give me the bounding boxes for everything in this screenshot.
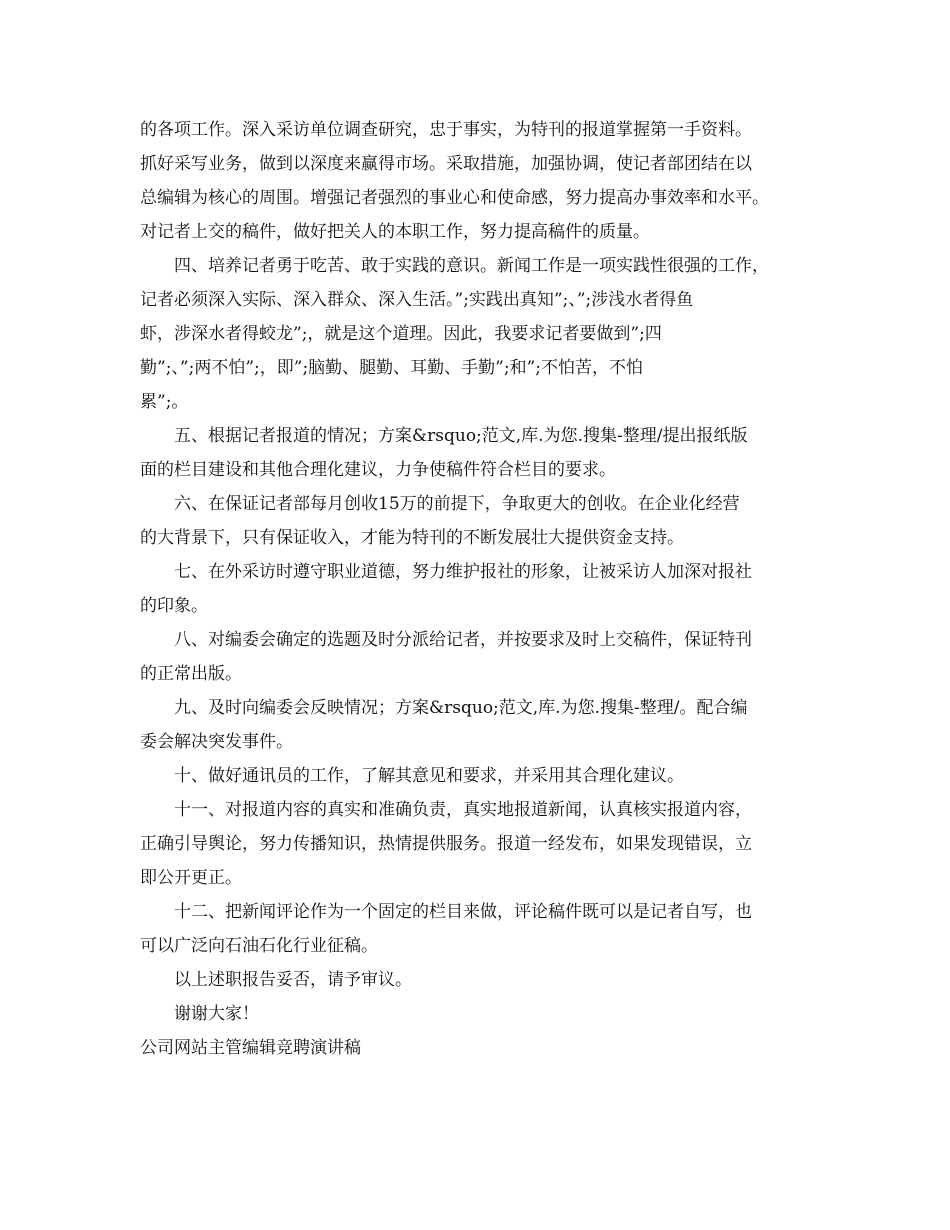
text-line: 虾，涉深水者得蛟龙”;，就是这个道理。因此，我要求记者要做到”;四: [140, 324, 662, 344]
text-line: 委会解决突发事件。: [140, 732, 293, 752]
paragraph-start-line: 九、及时向编委会反映情况；方案&rsquo;范文,库.为您.搜集-整理/。配合编: [174, 698, 748, 718]
paragraph-start-line: 以上述职报告妥否，请予审议。: [174, 970, 412, 990]
paragraph-start-line: 十二、把新闻评论作为一个固定的栏目来做，评论稿件既可以是记者自写，也: [174, 902, 752, 922]
text-line: 可以广泛向石油石化行业征稿。: [140, 936, 378, 956]
paragraph-start-line: 五、根据记者报道的情况；方案&rsquo;范文,库.为您.搜集-整理/提出报纸版: [174, 426, 748, 446]
text-line: 面的栏目建设和其他合理化建议，力争使稿件符合栏目的要求。: [140, 460, 616, 480]
paragraph-start-line: 四、培养记者勇于吃苦、敢于实践的意识。新闻工作是一项实践性很强的工作，: [174, 256, 769, 276]
paragraph-start-line: 十、做好通讯员的工作，了解其意见和要求，并采用其合理化建议。: [174, 766, 684, 786]
text-line: 正确引导舆论，努力传播知识，热情提供服务。报道一经发布，如果发现错误，立: [140, 834, 752, 854]
paragraph-start-line: 六、在保证记者部每月创收15万的前提下，争取更大的创收。在企业化经营: [174, 494, 740, 514]
document-title-line: 公司网站主管编辑竞聘演讲稿: [140, 1038, 361, 1058]
text-line: 的正常出版。: [140, 664, 242, 684]
paragraph-start-line: 八、对编委会确定的选题及时分派给记者，并按要求及时上交稿件，保证特刊: [174, 630, 752, 650]
text-line: 抓好采写业务，做到以深度来赢得市场。采取措施，加强协调，使记者部团结在以: [140, 154, 752, 174]
text-line: 累”;。: [140, 392, 189, 412]
text-line: 对记者上交的稿件，做好把关人的本职工作，努力提高稿件的质量。: [140, 222, 650, 242]
paragraph-start-line: 七、在外采访时遵守职业道德，努力维护报社的形象，让被采访人加深对报社: [174, 562, 752, 582]
paragraph-start-line: 谢谢大家！: [174, 1004, 259, 1024]
text-line: 总编辑为核心的周围。增强记者强烈的事业心和使命感，努力提高办事效率和水平。: [140, 188, 769, 208]
text-line: 勤”;、”;两不怕”;，即”;脑勤、腿勤、耳勤、手勤”;和”;不怕苦，不怕: [140, 358, 644, 378]
text-line: 的大背景下，只有保证收入，才能为特刊的不断发展壮大提供资金支持。: [140, 528, 684, 548]
text-line: 即公开更正。: [140, 868, 242, 888]
text-line: 的印象。: [140, 596, 208, 616]
document-body: [140, 113, 815, 1065]
text-line: 的各项工作。深入采访单位调查研究，忠于事实，为特刊的报道掌握第一手资料。: [140, 120, 752, 140]
text-line: 记者必须深入实际、深入群众、深入生活。”;实践出真知”;、”;涉浅水者得鱼: [140, 290, 694, 310]
paragraph-start-line: 十一、对报道内容的真实和准确负责，真实地报道新闻，认真核实报道内容，: [174, 800, 752, 820]
